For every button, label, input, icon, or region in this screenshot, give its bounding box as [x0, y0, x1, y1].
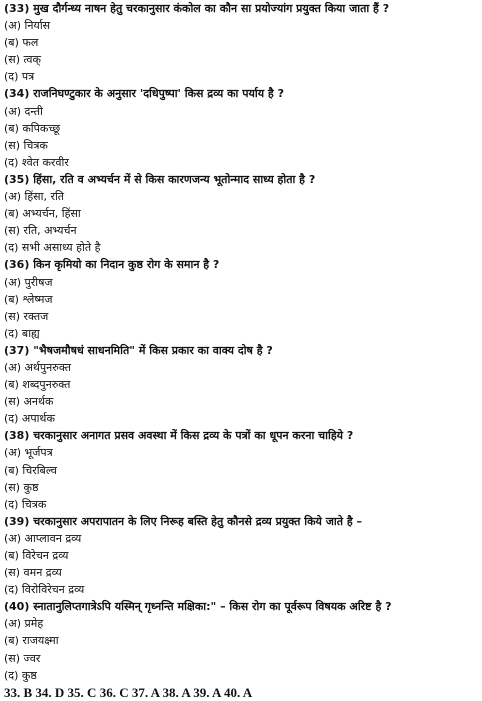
option-d: (द) पत्र: [4, 70, 35, 84]
question-text: (37) "भैषजमौषधं साधनमिति" में किस प्रकार का वाक्य दोष है ?: [4, 343, 273, 357]
question-text: (35) हिंसा, रति व अभ्यर्चन में से किस कारणजन्य भूतोन्माद साध्य होता है ?: [4, 172, 316, 186]
option-d: (द) अपार्थक: [4, 412, 55, 426]
option-d: (द) कुष्ठ: [4, 668, 37, 682]
option-d: (द) विरोविरेचन द्रव्य: [4, 583, 85, 597]
option-c: (स) वमन द्रव्य: [4, 566, 62, 580]
option-a: (अ) भूर्जपत्र: [4, 446, 53, 460]
option-a: (अ) दन्ती: [4, 104, 43, 118]
question-text: (38) चरकानुसार अनागत प्रसव अवस्था में किस द्रव्य के पत्रों का धूपन करना चाहिये ?: [4, 429, 354, 443]
option-c: (स) कुष्ठ: [4, 480, 39, 494]
option-d: (द) चित्रक: [4, 497, 47, 511]
question-text: (33) मुख दौर्गन्ध्य नाषन हेतु चरकानुसार कंकोल का कौन सा प्रयोज्यांग प्रयुक्त किया जाता हैं ?: [4, 2, 390, 15]
option-d: (द) श्वेत करवीर: [4, 155, 69, 169]
option-a: (अ) प्रमेह: [4, 617, 44, 631]
option-c: (स) अनर्थक: [4, 395, 54, 409]
option-b: (ब) कपिकच्छू: [4, 121, 61, 135]
question-block: [4, 342, 478, 427]
question-block: [4, 513, 478, 598]
option-d: (द) सभी असाध्य होते है: [4, 241, 101, 255]
option-b: (ब) राजयक्ष्मा: [4, 634, 59, 648]
option-a: (अ) निर्यास: [4, 19, 51, 33]
option-b: (ब) अभ्यर्चन, हिंसा: [4, 207, 81, 221]
question-block: [4, 598, 478, 683]
option-c: (स) रति, अभ्यर्चन: [4, 224, 77, 238]
option-b: (ब) विरेचन द्रव्य: [4, 549, 69, 562]
option-b: (ब) श्लेष्मज: [4, 292, 53, 306]
option-c: (स) चित्रक: [4, 138, 48, 152]
question-block: [4, 85, 478, 170]
question-text: (40) स्नातानुलिप्तगात्रेऽपि यस्मिन् गृध्नन्ति मक्षिका:" – किस रोग का पूर्वरूप विषयक अरिष्ट है ?: [4, 600, 392, 614]
option-b: (ब) फल: [4, 36, 39, 50]
question-text: (36) किन कृमियो का निदान कुष्ठ रोग के समान है ?: [4, 258, 220, 272]
option-a: (अ) हिंसा, रति: [4, 190, 65, 204]
option-a: (अ) पुरीषज: [4, 275, 53, 289]
option-a: (अ) अर्थपुनरुक्त: [4, 360, 72, 374]
question-block: [4, 427, 478, 512]
option-c: (स) त्वक्: [4, 53, 41, 67]
question-text: (39) चरकानुसार अपरापातन के लिए निरूह बस्ति हेतु कौनसे द्रव्य प्रयुक्त किये जाते है –: [4, 514, 363, 528]
option-c: (स) ज्वर: [4, 651, 41, 665]
question-block: [4, 256, 478, 341]
option-c: (स) रक्तज: [4, 309, 49, 323]
question-block: [4, 171, 478, 256]
option-b: (ब) शब्दपुनरुक्त: [4, 378, 71, 392]
question-block: [4, 0, 478, 85]
option-a: (अ) आप्लावन द्रव्य: [4, 531, 82, 545]
answer-key: 33. B 34. D 35. C 36. C 37. A 38. A 39. A 40. A: [4, 684, 253, 700]
option-b: (ब) चिरबिल्व: [4, 463, 57, 477]
option-d: (द) बाह्य: [4, 326, 40, 340]
question-text: (34) राजनिघण्टुकार के अनुसार 'दधिपुष्पा' किस द्रव्य का पर्याय है ?: [4, 87, 284, 101]
